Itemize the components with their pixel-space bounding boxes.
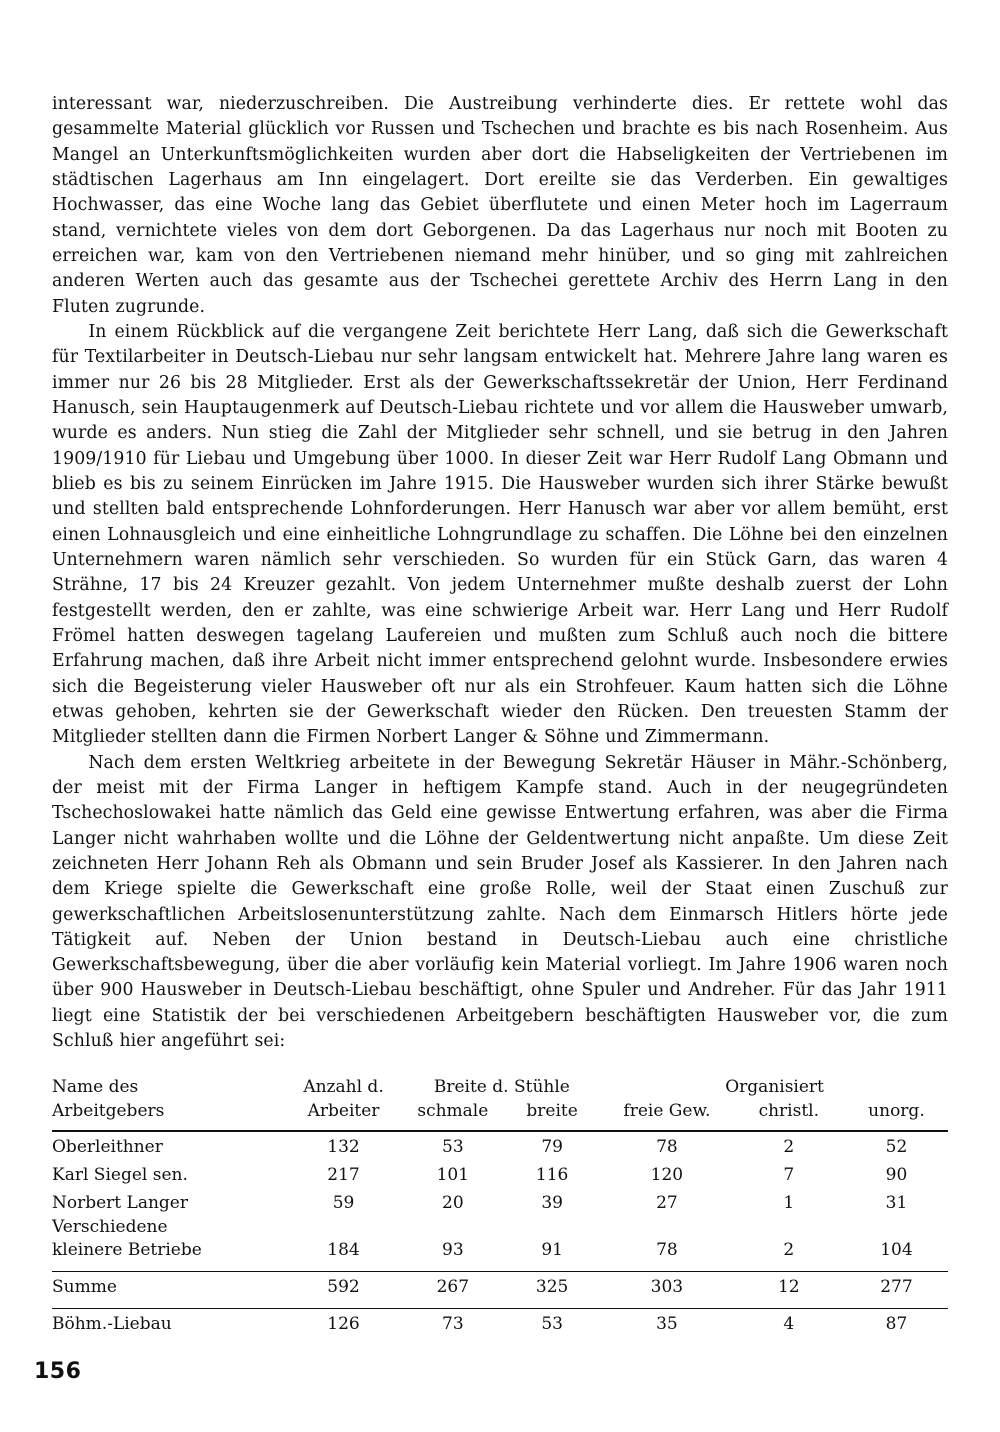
table-header-row-bottom bbox=[52, 1100, 948, 1122]
header-name-line2: Arbeitgebers bbox=[52, 1100, 165, 1121]
table-row-extra bbox=[52, 1308, 948, 1337]
cell-freie: 27 bbox=[656, 1193, 678, 1214]
cell-breite: 91 bbox=[541, 1240, 563, 1261]
header-breite: breite bbox=[526, 1100, 578, 1121]
table-row bbox=[52, 1239, 948, 1263]
paragraph-3: Nach dem ersten Weltkrieg arbeitete in der Bewegung Sekretär Häuser in Mähr.-Schönberg, der meist mit der Firma Langer in heftigem Kampfe stand. Auch in der neugegründeten Tschechoslowakei hatte nämlich das Geld eine gewisse Entwertung erfahren, was aber die Firma Langer nicht wahrhaben wollte und die Löhne der Geldentwertung nicht anpaßte. Um diese Zeit zeichneten Herr Johann Reh als Obmann und sein Bruder Josef als Kassierer. In den Jahren nach dem Kriege spielte die Gewerkschaft eine große Rolle, weil der Staat einen Zuschuß zur gewerkschaftlichen Arbeitslosenunterstützung zahlte. Nach dem Einmarsch Hitlers hörte jede Tätigkeit auf. Neben der Union bestand in Deutsch-Liebau auch eine christliche Gewerkschaftsbewegung, über die aber vorläufig kein Material vorliegt. Im Jahre 1906 waren noch über 900 Hausweber in Deutsch-Liebau beschäftigt, ohne Spuler und Andreher. Für das Jahr 1911 liegt eine Statistik der bei verschiedenen Arbeitgebern beschäftigten Hausweber vor, die zum Schluß hier angeführt sei: bbox=[52, 752, 948, 1052]
cell-anzahl: 132 bbox=[327, 1137, 360, 1158]
header-christl: christl. bbox=[758, 1100, 819, 1121]
cell-name: Summe bbox=[52, 1277, 117, 1298]
cell-schmale: 20 bbox=[442, 1193, 464, 1214]
cell-freie: 120 bbox=[650, 1165, 684, 1186]
header-schmale: schmale bbox=[417, 1100, 489, 1121]
table-rule-before-summe bbox=[52, 1263, 948, 1272]
table-row-label-continued bbox=[52, 1216, 948, 1240]
header-freie-gew: freie Gew. bbox=[623, 1100, 711, 1121]
header-unorg: unorg. bbox=[868, 1100, 925, 1121]
header-anzahl-line1: Anzahl d. bbox=[303, 1077, 384, 1098]
cell-name-second-line: kleinere Betriebe bbox=[52, 1240, 202, 1261]
paragraph-1: interessant war, niederzuschreiben. Die Austreibung verhinderte dies. Er rettete wohl das gesammelte Material glücklich vor Russen und Tschechen und brachte es bis nach Rosenheim. Aus Mangel an Unterkunftsmöglichkeiten wurden aber dort die Habseligkeiten der Vertriebenen im städtischen Lagerhaus am Inn eingelagert. Dort ereilte sie das Verderben. Ein gewaltiges Hochwasser, das eine Woche lang das Gebiet überflutete und einen Meter hoch im Lagerraum stand, vernichtete vieles von dem dort Geborgenen. Da das Lagerhaus nur noch mit Booten zu erreichen war, kam von den Vertriebenen niemand mehr hinüber, und so ging mit zahlreichen anderen Werten auch das gesamte aus der Tschechei gerettete Archiv des Herrn Lang in den Fluten zugrunde. bbox=[52, 94, 948, 317]
cell-freie: 78 bbox=[656, 1137, 678, 1158]
table-row bbox=[52, 1131, 948, 1160]
cell-breite: 79 bbox=[541, 1137, 563, 1158]
cell-christl: 4 bbox=[783, 1314, 795, 1335]
cell-schmale: 53 bbox=[442, 1137, 464, 1158]
cell-schmale: 93 bbox=[442, 1240, 464, 1261]
cell-christl: 7 bbox=[783, 1165, 795, 1186]
cell-anzahl: 217 bbox=[327, 1165, 360, 1186]
cell-schmale: 267 bbox=[436, 1277, 470, 1298]
cell-anzahl: 592 bbox=[327, 1277, 360, 1298]
cell-unorg: 90 bbox=[885, 1165, 908, 1186]
hausweber-statistics-table bbox=[52, 1076, 948, 1336]
header-anzahl-line2: Arbeiter bbox=[307, 1100, 380, 1121]
table-row bbox=[52, 1188, 948, 1216]
cell-freie: 78 bbox=[656, 1240, 678, 1261]
cell-unorg: 31 bbox=[885, 1193, 908, 1214]
cell-schmale: 73 bbox=[442, 1314, 464, 1335]
cell-breite: 325 bbox=[535, 1277, 569, 1298]
body-text bbox=[52, 92, 948, 1054]
cell-christl: 2 bbox=[783, 1137, 795, 1158]
cell-anzahl: 126 bbox=[327, 1314, 360, 1335]
cell-unorg: 52 bbox=[885, 1137, 908, 1158]
table-row-summe bbox=[52, 1271, 948, 1300]
cell-unorg: 277 bbox=[880, 1277, 913, 1298]
cell-name: Karl Siegel sen. bbox=[52, 1165, 188, 1186]
table-rule-top bbox=[52, 1122, 948, 1131]
table-row bbox=[52, 1160, 948, 1188]
table-rule-after-summe bbox=[52, 1300, 948, 1309]
cell-name: Verschiedene bbox=[52, 1216, 168, 1237]
header-name-line1: Name des bbox=[52, 1077, 139, 1098]
cell-anzahl: 59 bbox=[332, 1193, 355, 1214]
cell-name: Böhm.-Liebau bbox=[52, 1314, 172, 1335]
header-breite-stuehle: Breite d. Stühle bbox=[433, 1077, 570, 1098]
cell-anzahl: 184 bbox=[327, 1240, 360, 1261]
cell-unorg: 87 bbox=[885, 1314, 908, 1335]
cell-name: Oberleithner bbox=[52, 1137, 163, 1158]
header-organisiert: Organisiert bbox=[725, 1077, 824, 1098]
cell-freie: 35 bbox=[656, 1314, 678, 1335]
cell-unorg: 104 bbox=[880, 1240, 913, 1261]
cell-breite: 53 bbox=[541, 1314, 563, 1335]
cell-schmale: 101 bbox=[436, 1165, 470, 1186]
table-header-row-top bbox=[52, 1076, 948, 1099]
cell-christl: 2 bbox=[783, 1240, 795, 1261]
page-number: 156 bbox=[34, 1359, 82, 1384]
cell-breite: 116 bbox=[535, 1165, 569, 1186]
cell-breite: 39 bbox=[541, 1193, 563, 1214]
cell-name: Norbert Langer bbox=[52, 1193, 188, 1214]
cell-freie: 303 bbox=[650, 1277, 684, 1298]
cell-christl: 12 bbox=[777, 1277, 800, 1298]
cell-christl: 1 bbox=[783, 1193, 795, 1214]
paragraph-2: In einem Rückblick auf die vergangene Zeit berichtete Herr Lang, daß sich die Gewerkschaft für Textilarbeiter in Deutsch-Liebau nur sehr langsam entwickelt hat. Mehrere Jahre lang waren es immer nur 26 bis 28 Mitglieder. Erst als der Gewerkschaftssekretär der Union, Herr Ferdinand Hanusch, sein Hauptaugenmerk auf Deutsch-Liebau richtete und vor allem die Hausweber umwarb, wurde es anders. Nun stieg die Zahl der Mitglieder sehr schnell, und sie betrug in den Jahren 1909/1910 für Liebau und Umgebung über 1000. In dieser Zeit war Herr Rudolf Lang Obmann und blieb es bis zu seinem Einrücken im Jahre 1915. Die Hausweber wurden sich ihrer Stärke bewußt und stellten bald entsprechende Lohnforderungen. Herr Hanusch war aber vor allem bemüht, erst einen Lohnausgleich und eine einheitliche Lohngrundlage zu schaffen. Die Löhne bei den einzelnen Unternehmern waren nämlich sehr verschieden. So wurden für ein Stück Garn, das waren 4 Strähne, 17 bis 24 Kreuzer gezahlt. Von jedem Unternehmer mußte deshalb zuerst der Lohn festgestellt werden, den er zahlte, was eine schwierige Arbeit war. Herr Lang und Herr Rudolf Frömel hatten deswegen tagelang Laufereien und mußten zum Schluß auch noch die bittere Erfahrung machen, daß ihre Arbeit nicht immer entsprechend gelohnt wurde. Insbesondere erwies sich die Begeisterung vieler Hausweber oft nur als ein Strohfeuer. Kaum hatten sich die Löhne etwas gehoben, kehrten sie der Gewerkschaft wieder den Rücken. Den treuesten Stamm der Mitglieder stellten dann die Firmen Norbert Langer & Söhne und Zimmermann. bbox=[52, 321, 948, 748]
